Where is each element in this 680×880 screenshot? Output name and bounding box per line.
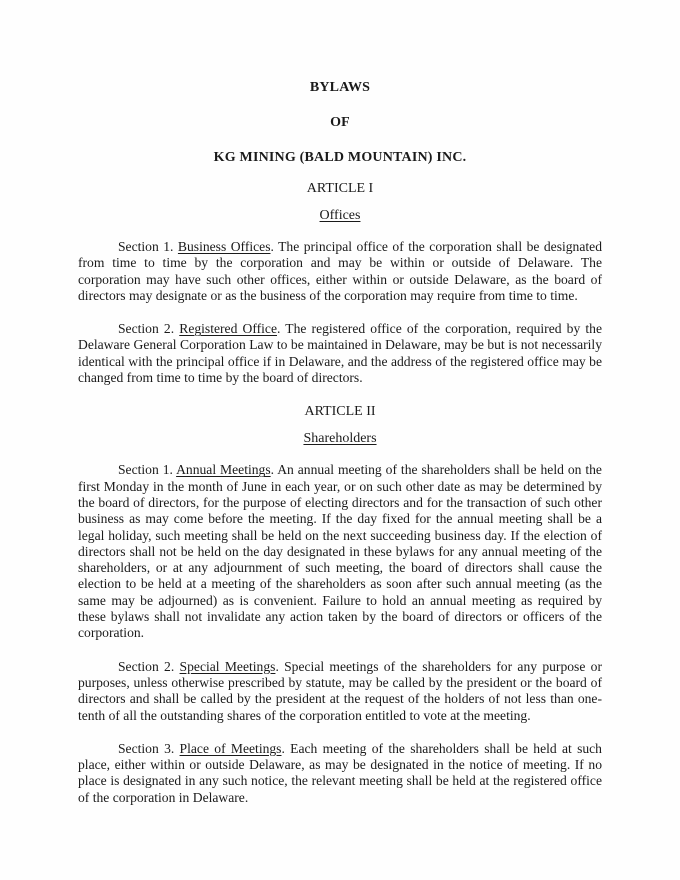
document-body — [78, 79, 602, 823]
article-2-heading: ARTICLE II — [304, 404, 376, 420]
section-title: Business Offices — [177, 239, 271, 254]
section-text: . Each meeting of the shareholders shall be held at such place, either within or outside Delaware, as may be designated in the notice of meeting. If no place is designated in any such notice, the relevant meeting shall be held at the registered office of the corporation in Delaware. — [78, 740, 602, 805]
article-2-section-2 — [78, 659, 602, 724]
article-2-subheading — [78, 430, 602, 448]
document-title-of: OF — [330, 115, 350, 130]
section-number: Section 1. — [118, 239, 178, 254]
section-title: Registered Office — [179, 321, 277, 337]
section-text: . The registered office of the corporation, required by the Delaware General Corporation Law to be maintained in Delaware, may be but is not necessarily identical with the principal office if in Delaware, and the address of the registered office may be changed from time to time by the board of directors. — [78, 321, 603, 386]
section-title: Place of Meetings — [179, 740, 282, 756]
article-1-section-1 — [78, 239, 602, 304]
section-text: . Special meetings of the shareholders for any purpose or purposes, unless otherwise prescribed by statute, may be called by the president or the board of directors and shall be called by the president at the request of the holders of not less than one-tenth of all the outstanding shares of the corporation entitled to vote at the meeting. — [78, 658, 602, 723]
section-title: Special Meetings — [179, 658, 276, 674]
section-title: Annual Meetings — [176, 462, 271, 478]
section-number: Section 2. — [118, 658, 180, 674]
article-1-subheading — [78, 207, 602, 225]
article-1-heading: ARTICLE I — [306, 181, 374, 196]
article-2-section-3 — [78, 741, 602, 806]
article-2-subheading-text: Shareholders — [303, 431, 377, 447]
section-number: Section 3. — [118, 740, 180, 756]
section-text: . An annual meeting of the shareholders shall be held on the first Monday in the month of June in each year, or on such other date as may be determined by the board of directors, for the purpose of electing directors and for the transaction of such other business as may come before the meeting. If the day fixed for the annual meeting shall be a legal holiday, such meeting shall be held on the next succeeding business day. If the election of directors shall not be held on the day designated in these bylaws for any annual meeting of the shareholders, or at any adjournment of such meeting, the board of directors shall cause the election to be held at a meeting of the shareholders as soon after such annual meeting (as the same may be adjourned) as is convenient. Failure to hold an annual meeting as required by these bylaws shall not invalidate any action taken by the board of directors or officers of the corporation. — [78, 462, 602, 641]
document-title: BYLAWS — [309, 80, 371, 95]
company-name: KG MINING (BALD MOUNTAIN) INC. — [213, 150, 467, 165]
article-1-section-2 — [78, 321, 602, 386]
section-text: . The principal office of the corporation shall be designated from time to time by the corporation and may be within or outside of Delaware. The corporation may have such other offices, either within or outside Delaware, as the board of directors may designate or as the business of the corporation may require from time to time. — [78, 239, 602, 303]
section-number: Section 2. — [118, 321, 180, 337]
section-number: Section 1. — [118, 462, 177, 478]
article-2-section-1 — [78, 462, 602, 641]
article-1-subheading-text: Offices — [319, 208, 361, 223]
